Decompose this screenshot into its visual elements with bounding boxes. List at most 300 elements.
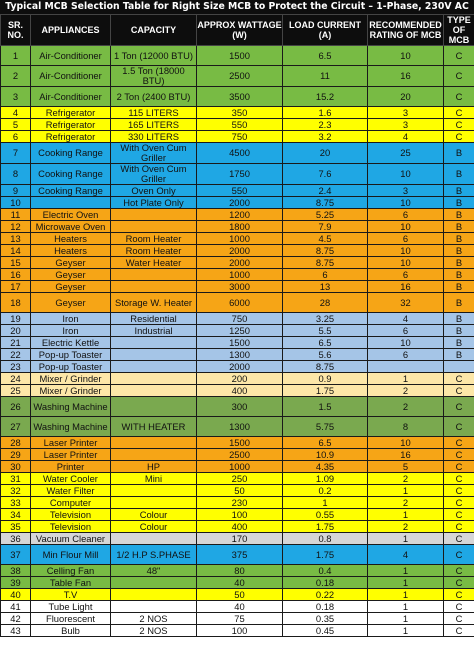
cell-appliance: Air-Conditioner: [31, 66, 111, 87]
cell-load-current: 1.6: [283, 107, 368, 119]
cell-appliance: Geyser: [31, 257, 111, 269]
cell-mcb-rating: 2: [368, 385, 444, 397]
cell-mcb-rating: 10: [368, 337, 444, 349]
cell-mcb-rating: 8: [368, 417, 444, 437]
cell-mcb-rating: 6: [368, 209, 444, 221]
cell-capacity: 2 NOS: [111, 625, 197, 637]
cell-appliance: Bulb: [31, 625, 111, 637]
cell-capacity: 115 LITERS: [111, 107, 197, 119]
table-row: [1, 185, 474, 197]
cell-capacity: [111, 533, 197, 545]
cell-capacity: [111, 281, 197, 293]
cell-capacity: 1 Ton (12000 BTU): [111, 46, 197, 66]
cell-appliance: Air-Conditioner: [31, 46, 111, 66]
cell-mcb-rating: 10: [368, 164, 444, 185]
cell-wattage: 75: [197, 613, 283, 625]
cell-mcb-rating: 16: [368, 281, 444, 293]
table-row: [1, 293, 474, 313]
cell-mcb-type: B: [444, 281, 474, 293]
cell-wattage: 400: [197, 385, 283, 397]
cell-wattage: 2000: [197, 245, 283, 257]
cell-load-current: 4.35: [283, 461, 368, 473]
cell-load-current: 1.75: [283, 545, 368, 565]
cell-capacity: WITH HEATER: [111, 417, 197, 437]
table-row: [1, 589, 474, 601]
cell-mcb-rating: 2: [368, 521, 444, 533]
cell-wattage: 100: [197, 509, 283, 521]
cell-load-current: 8.75: [283, 361, 368, 373]
cell-wattage: 375: [197, 545, 283, 565]
cell-load-current: 0.35: [283, 613, 368, 625]
cell-sr-no: 20: [1, 325, 31, 337]
cell-load-current: 2.4: [283, 185, 368, 197]
cell-mcb-type: B: [444, 245, 474, 257]
header-sr-no: SR. NO.: [1, 15, 31, 46]
cell-sr-no: 40: [1, 589, 31, 601]
cell-sr-no: 14: [1, 245, 31, 257]
cell-mcb-type: B: [444, 269, 474, 281]
table-row: [1, 107, 474, 119]
cell-appliance: Geyser: [31, 269, 111, 281]
cell-load-current: 20: [283, 143, 368, 164]
table-row: [1, 449, 474, 461]
table-row: [1, 349, 474, 361]
cell-load-current: 13: [283, 281, 368, 293]
cell-sr-no: 3: [1, 87, 31, 107]
cell-appliance: Washing Machine: [31, 417, 111, 437]
cell-mcb-rating: [368, 361, 444, 373]
cell-capacity: Colour: [111, 521, 197, 533]
cell-capacity: Residential: [111, 313, 197, 325]
cell-capacity: Oven Only: [111, 185, 197, 197]
cell-sr-no: 13: [1, 233, 31, 245]
cell-mcb-rating: 25: [368, 143, 444, 164]
cell-appliance: Computer: [31, 497, 111, 509]
cell-mcb-type: C: [444, 509, 474, 521]
cell-sr-no: 33: [1, 497, 31, 509]
cell-capacity: Room Heater: [111, 245, 197, 257]
cell-mcb-type: C: [444, 589, 474, 601]
cell-capacity: [111, 269, 197, 281]
cell-mcb-rating: 1: [368, 577, 444, 589]
cell-sr-no: 34: [1, 509, 31, 521]
cell-load-current: 4.5: [283, 233, 368, 245]
cell-appliance: Laser Printer: [31, 437, 111, 449]
cell-capacity: [111, 485, 197, 497]
cell-mcb-rating: 4: [368, 545, 444, 565]
cell-sr-no: 25: [1, 385, 31, 397]
cell-wattage: 750: [197, 131, 283, 143]
cell-wattage: 3500: [197, 87, 283, 107]
cell-load-current: 1: [283, 497, 368, 509]
cell-appliance: Fluorescent: [31, 613, 111, 625]
mcb-selection-table: [0, 14, 474, 637]
table-row: [1, 417, 474, 437]
cell-mcb-rating: 10: [368, 197, 444, 209]
cell-load-current: 3.2: [283, 131, 368, 143]
cell-load-current: 6: [283, 269, 368, 281]
table-row: [1, 565, 474, 577]
cell-wattage: 350: [197, 107, 283, 119]
cell-capacity: [111, 601, 197, 613]
cell-sr-no: 15: [1, 257, 31, 269]
cell-capacity: [111, 437, 197, 449]
cell-load-current: 6.5: [283, 337, 368, 349]
cell-capacity: [111, 397, 197, 417]
header-load-current: LOAD CURRENT (A): [283, 15, 368, 46]
cell-appliance: Electric Oven: [31, 209, 111, 221]
cell-appliance: Pop-up Toaster: [31, 361, 111, 373]
cell-mcb-type: C: [444, 473, 474, 485]
table-row: [1, 461, 474, 473]
cell-load-current: 8.75: [283, 197, 368, 209]
cell-capacity: Hot Plate Only: [111, 197, 197, 209]
cell-mcb-type: B: [444, 337, 474, 349]
cell-mcb-rating: 10: [368, 257, 444, 269]
cell-capacity: Water Heater: [111, 257, 197, 269]
cell-wattage: 2000: [197, 361, 283, 373]
table-row: [1, 119, 474, 131]
cell-capacity: [111, 577, 197, 589]
cell-appliance: Microwave Oven: [31, 221, 111, 233]
cell-wattage: 400: [197, 521, 283, 533]
cell-wattage: 1500: [197, 46, 283, 66]
table-row: [1, 131, 474, 143]
cell-mcb-type: C: [444, 385, 474, 397]
cell-mcb-rating: 1: [368, 565, 444, 577]
cell-load-current: 1.75: [283, 385, 368, 397]
cell-capacity: 2 Ton (2400 BTU): [111, 87, 197, 107]
cell-wattage: 230: [197, 497, 283, 509]
cell-mcb-rating: 1: [368, 533, 444, 545]
cell-appliance: Electric Kettle: [31, 337, 111, 349]
cell-sr-no: 17: [1, 281, 31, 293]
cell-sr-no: 9: [1, 185, 31, 197]
cell-appliance: Vacuum Cleaner: [31, 533, 111, 545]
cell-appliance: Heaters: [31, 233, 111, 245]
table-row: [1, 385, 474, 397]
table-row: [1, 281, 474, 293]
cell-load-current: 1.09: [283, 473, 368, 485]
table-row: [1, 361, 474, 373]
cell-load-current: 6.5: [283, 437, 368, 449]
cell-capacity: [111, 497, 197, 509]
cell-sr-no: 39: [1, 577, 31, 589]
cell-mcb-rating: 2: [368, 473, 444, 485]
table-row: [1, 613, 474, 625]
table-row: [1, 473, 474, 485]
cell-mcb-type: C: [444, 485, 474, 497]
cell-capacity: [111, 221, 197, 233]
cell-load-current: 7.9: [283, 221, 368, 233]
table-row: [1, 143, 474, 164]
table-row: [1, 209, 474, 221]
cell-wattage: 1200: [197, 209, 283, 221]
table-row: [1, 545, 474, 565]
table-row: [1, 577, 474, 589]
cell-sr-no: 36: [1, 533, 31, 545]
table-row: [1, 601, 474, 613]
cell-sr-no: 26: [1, 397, 31, 417]
table-row: [1, 337, 474, 349]
cell-capacity: Room Heater: [111, 233, 197, 245]
table-row: [1, 245, 474, 257]
cell-capacity: 1/2 H.P S.PHASE: [111, 545, 197, 565]
cell-mcb-rating: 4: [368, 131, 444, 143]
cell-sr-no: 38: [1, 565, 31, 577]
cell-capacity: 330 LITERS: [111, 131, 197, 143]
cell-sr-no: 24: [1, 373, 31, 385]
cell-appliance: Cooking Range: [31, 143, 111, 164]
cell-mcb-type: B: [444, 257, 474, 269]
cell-appliance: Water Cooler: [31, 473, 111, 485]
cell-mcb-type: B: [444, 197, 474, 209]
cell-appliance: T.V: [31, 589, 111, 601]
cell-sr-no: 11: [1, 209, 31, 221]
table-row: [1, 373, 474, 385]
cell-mcb-type: C: [444, 565, 474, 577]
cell-mcb-type: C: [444, 449, 474, 461]
cell-mcb-type: B: [444, 221, 474, 233]
table-row: [1, 164, 474, 185]
cell-wattage: 1000: [197, 233, 283, 245]
cell-appliance: Refrigerator: [31, 107, 111, 119]
cell-mcb-rating: 3: [368, 107, 444, 119]
cell-appliance: Tube Light: [31, 601, 111, 613]
cell-wattage: 1250: [197, 325, 283, 337]
cell-appliance: Mixer / Grinder: [31, 373, 111, 385]
cell-mcb-rating: 6: [368, 325, 444, 337]
header-mcb-type: TYPE OF MCB: [444, 15, 474, 46]
cell-wattage: 80: [197, 565, 283, 577]
cell-mcb-type: C: [444, 625, 474, 637]
cell-sr-no: 22: [1, 349, 31, 361]
table-row: [1, 497, 474, 509]
cell-mcb-type: C: [444, 521, 474, 533]
cell-mcb-type: B: [444, 293, 474, 313]
cell-capacity: 1.5 Ton (18000 BTU): [111, 66, 197, 87]
cell-wattage: 50: [197, 589, 283, 601]
cell-wattage: 6000: [197, 293, 283, 313]
cell-sr-no: 43: [1, 625, 31, 637]
cell-appliance: Television: [31, 509, 111, 521]
cell-wattage: 2500: [197, 66, 283, 87]
cell-mcb-rating: 1: [368, 625, 444, 637]
table-row: [1, 233, 474, 245]
cell-mcb-type: C: [444, 373, 474, 385]
cell-mcb-rating: 1: [368, 601, 444, 613]
cell-load-current: 15.2: [283, 87, 368, 107]
cell-appliance: Table Fan: [31, 577, 111, 589]
cell-mcb-type: C: [444, 497, 474, 509]
cell-mcb-type: C: [444, 545, 474, 565]
cell-mcb-type: C: [444, 107, 474, 119]
cell-appliance: Geyser: [31, 281, 111, 293]
table-row: [1, 437, 474, 449]
cell-capacity: [111, 385, 197, 397]
cell-load-current: 5.75: [283, 417, 368, 437]
cell-mcb-type: B: [444, 325, 474, 337]
cell-mcb-type: B: [444, 209, 474, 221]
table-row: [1, 625, 474, 637]
cell-sr-no: 31: [1, 473, 31, 485]
cell-appliance: Pop-up Toaster: [31, 349, 111, 361]
cell-appliance: Iron: [31, 325, 111, 337]
cell-load-current: 0.18: [283, 577, 368, 589]
cell-wattage: 200: [197, 373, 283, 385]
cell-mcb-rating: 1: [368, 509, 444, 521]
cell-capacity: Colour: [111, 509, 197, 521]
cell-mcb-rating: 1: [368, 589, 444, 601]
cell-wattage: 100: [197, 625, 283, 637]
cell-mcb-type: B: [444, 233, 474, 245]
cell-mcb-rating: 6: [368, 349, 444, 361]
cell-appliance: Laser Printer: [31, 449, 111, 461]
cell-wattage: 2500: [197, 449, 283, 461]
cell-capacity: [111, 349, 197, 361]
cell-mcb-type: C: [444, 397, 474, 417]
cell-load-current: 0.9: [283, 373, 368, 385]
cell-mcb-type: C: [444, 66, 474, 87]
cell-appliance: Mixer / Grinder: [31, 385, 111, 397]
cell-mcb-type: B: [444, 185, 474, 197]
cell-capacity: [111, 373, 197, 385]
header-capacity: CAPACITY: [111, 15, 197, 46]
cell-mcb-rating: 32: [368, 293, 444, 313]
table-row: [1, 509, 474, 521]
cell-mcb-type: C: [444, 577, 474, 589]
header-row: [1, 15, 474, 46]
cell-sr-no: 2: [1, 66, 31, 87]
cell-sr-no: 32: [1, 485, 31, 497]
cell-mcb-type: C: [444, 613, 474, 625]
cell-wattage: 750: [197, 313, 283, 325]
cell-wattage: 4500: [197, 143, 283, 164]
cell-mcb-rating: 16: [368, 66, 444, 87]
cell-sr-no: 42: [1, 613, 31, 625]
cell-appliance: Television: [31, 521, 111, 533]
cell-appliance: Water Filter: [31, 485, 111, 497]
header-recommended-rating: RECOMMENDED RATING OF MCB: [368, 15, 444, 46]
cell-wattage: 40: [197, 601, 283, 613]
cell-load-current: 0.55: [283, 509, 368, 521]
cell-mcb-rating: 20: [368, 87, 444, 107]
table-row: [1, 221, 474, 233]
cell-mcb-rating: 10: [368, 46, 444, 66]
cell-load-current: 0.4: [283, 565, 368, 577]
cell-load-current: 5.6: [283, 349, 368, 361]
cell-mcb-type: B: [444, 164, 474, 185]
cell-sr-no: 35: [1, 521, 31, 533]
cell-appliance: Geyser: [31, 293, 111, 313]
cell-sr-no: 4: [1, 107, 31, 119]
cell-appliance: Cooking Range: [31, 164, 111, 185]
cell-sr-no: 28: [1, 437, 31, 449]
cell-wattage: 170: [197, 533, 283, 545]
cell-load-current: 8.75: [283, 257, 368, 269]
cell-capacity: Mini: [111, 473, 197, 485]
cell-mcb-type: C: [444, 119, 474, 131]
cell-wattage: 1300: [197, 349, 283, 361]
cell-appliance: Air-Conditioner: [31, 87, 111, 107]
cell-sr-no: 6: [1, 131, 31, 143]
cell-load-current: 0.18: [283, 601, 368, 613]
cell-mcb-rating: 10: [368, 437, 444, 449]
cell-mcb-rating: 10: [368, 221, 444, 233]
cell-capacity: [111, 449, 197, 461]
cell-capacity: [111, 337, 197, 349]
cell-wattage: 550: [197, 185, 283, 197]
cell-load-current: 0.22: [283, 589, 368, 601]
cell-load-current: 0.2: [283, 485, 368, 497]
cell-load-current: 8.75: [283, 245, 368, 257]
cell-load-current: 1.75: [283, 521, 368, 533]
cell-mcb-type: C: [444, 87, 474, 107]
cell-mcb-rating: 6: [368, 269, 444, 281]
cell-sr-no: 8: [1, 164, 31, 185]
cell-wattage: 50: [197, 485, 283, 497]
cell-sr-no: 41: [1, 601, 31, 613]
cell-mcb-rating: 1: [368, 485, 444, 497]
cell-load-current: 28: [283, 293, 368, 313]
cell-capacity: [111, 361, 197, 373]
header-appliances: APPLIANCES: [31, 15, 111, 46]
cell-wattage: 3000: [197, 281, 283, 293]
cell-mcb-type: C: [444, 601, 474, 613]
cell-load-current: 6.5: [283, 46, 368, 66]
cell-mcb-type: B: [444, 143, 474, 164]
table-row: [1, 397, 474, 417]
cell-wattage: 1000: [197, 269, 283, 281]
cell-mcb-type: C: [444, 461, 474, 473]
cell-mcb-type: B: [444, 313, 474, 325]
cell-wattage: 2000: [197, 197, 283, 209]
cell-appliance: Celling Fan: [31, 565, 111, 577]
cell-wattage: 1800: [197, 221, 283, 233]
cell-sr-no: 16: [1, 269, 31, 281]
cell-load-current: 7.6: [283, 164, 368, 185]
cell-sr-no: 10: [1, 197, 31, 209]
cell-appliance: Cooking Range: [31, 185, 111, 197]
table-row: [1, 197, 474, 209]
table-row: [1, 313, 474, 325]
cell-load-current: 0.45: [283, 625, 368, 637]
cell-sr-no: 21: [1, 337, 31, 349]
cell-load-current: 5.25: [283, 209, 368, 221]
cell-wattage: 300: [197, 397, 283, 417]
cell-wattage: 1300: [197, 417, 283, 437]
cell-mcb-rating: 3: [368, 185, 444, 197]
cell-appliance: Iron: [31, 313, 111, 325]
cell-load-current: 5.5: [283, 325, 368, 337]
cell-mcb-rating: 6: [368, 233, 444, 245]
table-row: [1, 87, 474, 107]
table-row: [1, 66, 474, 87]
header-wattage: APPROX WATTAGE (W): [197, 15, 283, 46]
cell-capacity: With Oven Cum Griller: [111, 143, 197, 164]
cell-appliance: Heaters: [31, 245, 111, 257]
cell-sr-no: 27: [1, 417, 31, 437]
cell-sr-no: 29: [1, 449, 31, 461]
cell-sr-no: 1: [1, 46, 31, 66]
cell-appliance: Printer: [31, 461, 111, 473]
cell-capacity: [111, 589, 197, 601]
cell-sr-no: 30: [1, 461, 31, 473]
cell-appliance: Washing Machine: [31, 397, 111, 417]
cell-mcb-type: C: [444, 417, 474, 437]
cell-appliance: [31, 197, 111, 209]
cell-mcb-type: C: [444, 46, 474, 66]
